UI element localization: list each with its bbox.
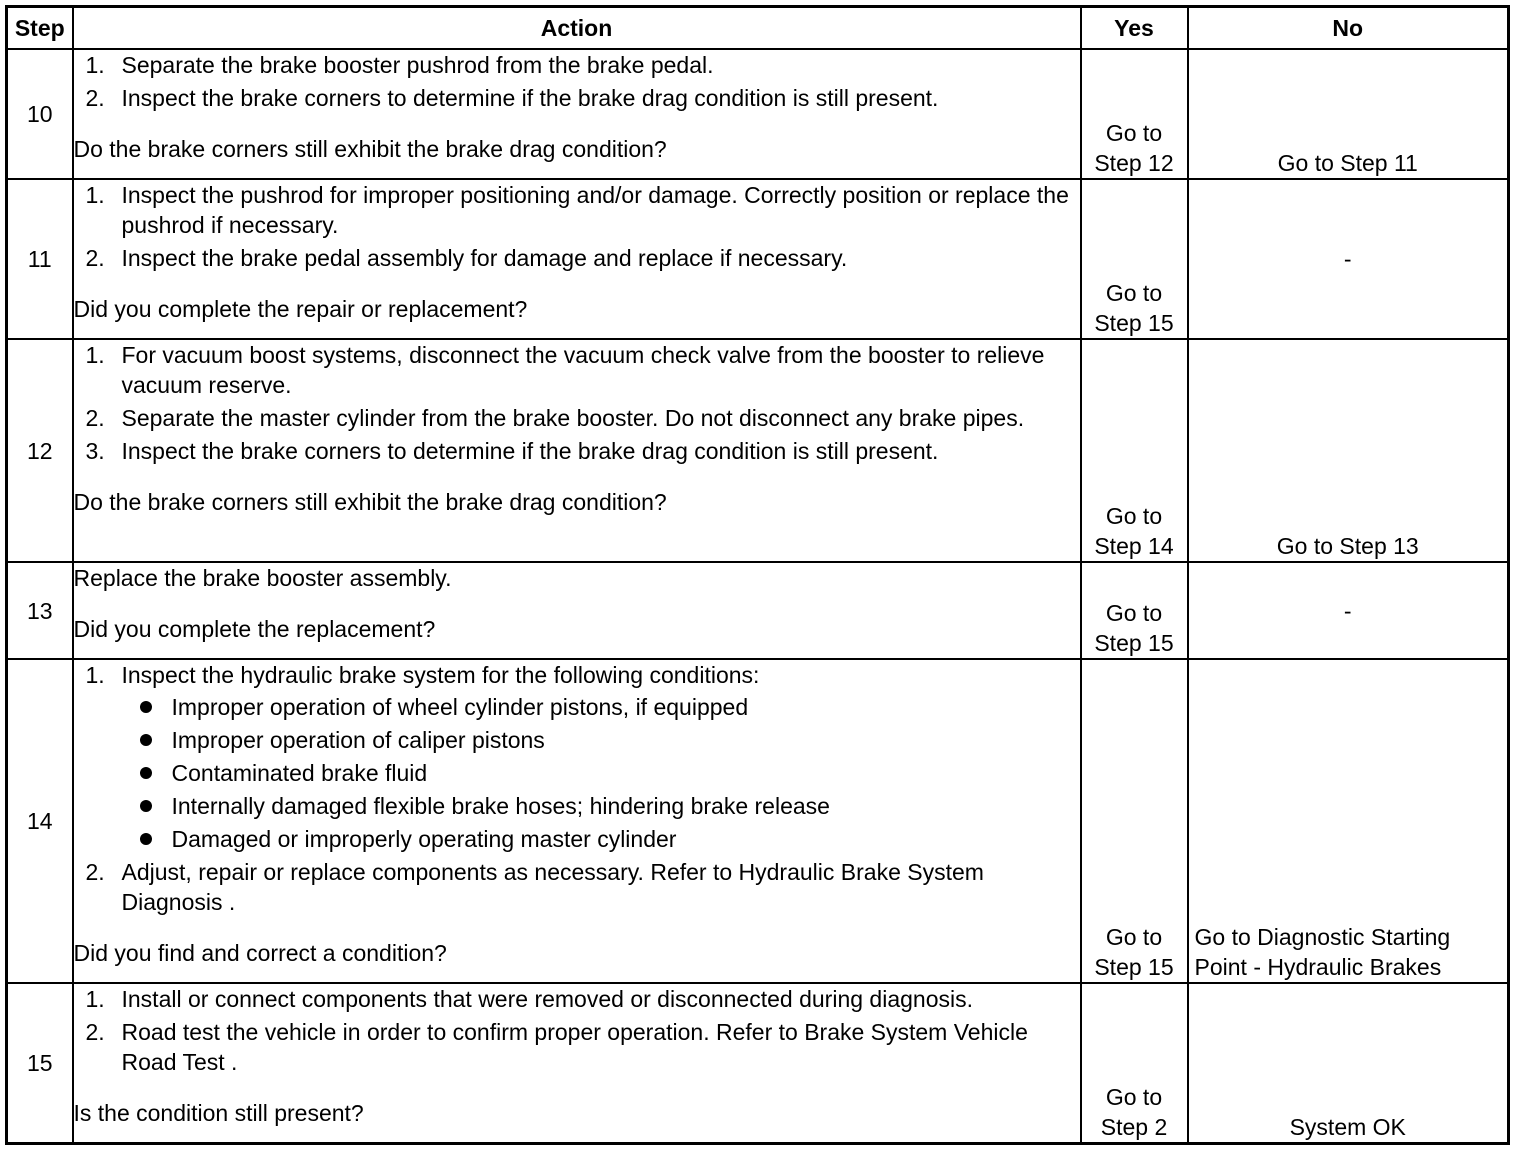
step-number: 15	[7, 983, 73, 1143]
item-number: 1.	[85, 182, 105, 208]
yes-line: Go to	[1105, 1083, 1163, 1110]
item-text: Inspect the pushrod for improper positioning and/or damage. Correctly position or replace the pushrod if necessary.	[121, 182, 1069, 238]
item-text: Inspect the hydraulic brake system for the following conditions:	[121, 662, 760, 688]
condition-text: Contaminated brake fluid	[171, 760, 428, 786]
action-list	[74, 660, 1080, 917]
item-number: 3.	[85, 438, 105, 464]
item-number: 2.	[85, 859, 105, 885]
bullet-icon	[140, 734, 152, 746]
yes-line: Step 2	[1100, 1113, 1168, 1140]
item-text: Inspect the brake pedal assembly for damage and replace if necessary.	[121, 245, 848, 271]
yes-line: Go to	[1105, 280, 1163, 306]
item-number: 1.	[85, 52, 105, 78]
item-text: For vacuum boost systems, disconnect the vacuum check valve from the booster to relieve vacuum reserve.	[121, 342, 1045, 398]
yes-line: Go to	[1105, 120, 1163, 146]
action-list	[74, 180, 1080, 273]
action-item	[74, 403, 1080, 433]
step-row-12	[7, 339, 1509, 562]
no-line: Go to Diagnostic Starting	[1194, 924, 1451, 950]
no-cell: Go to Step 11	[1188, 49, 1509, 179]
action-question: Did you complete the replacement?	[73, 616, 436, 642]
action-question: Is the condition still present?	[73, 1100, 364, 1126]
action-list	[74, 984, 1080, 1077]
action-list	[74, 50, 1080, 113]
no-cell: -	[1188, 179, 1509, 339]
yes-line: Step 15	[1094, 954, 1174, 980]
bullet-icon	[140, 767, 152, 779]
action-item	[74, 243, 1080, 273]
header-row	[7, 7, 1509, 50]
action-cell	[73, 659, 1081, 983]
yes-cell	[1081, 659, 1188, 983]
bullet-icon	[140, 833, 152, 845]
action-item	[74, 857, 1080, 917]
action-cell	[73, 49, 1081, 179]
item-text: Inspect the brake corners to determine if the brake drag condition is still present.	[121, 85, 939, 111]
yes-cell	[1081, 179, 1188, 339]
action-cell	[73, 179, 1081, 339]
action-item	[74, 180, 1080, 240]
no-cell: -	[1188, 562, 1509, 659]
item-number: 1.	[85, 986, 105, 1012]
condition-item	[122, 758, 1080, 788]
condition-text: Damaged or improperly operating master cylinder	[171, 826, 677, 852]
condition-list	[122, 692, 1080, 854]
step-number: 13	[7, 562, 73, 659]
action-cell	[73, 562, 1081, 659]
condition-item	[122, 725, 1080, 755]
item-text: Separate the brake booster pushrod from the brake pedal.	[121, 52, 714, 78]
action-text: Replace the brake booster assembly.	[73, 565, 452, 591]
action-question: Do the brake corners still exhibit the brake drag condition?	[73, 489, 667, 515]
action-item	[74, 1017, 1080, 1077]
condition-item	[122, 692, 1080, 722]
condition-item	[122, 791, 1080, 821]
item-number: 2.	[85, 85, 105, 111]
step-row-13	[7, 562, 1509, 659]
condition-item	[122, 824, 1080, 854]
action-question: Did you find and correct a condition?	[73, 940, 447, 966]
action-item	[74, 83, 1080, 113]
item-number: 1.	[85, 342, 105, 368]
step-number: 14	[7, 659, 73, 983]
item-text: Inspect the brake corners to determine if the brake drag condition is still present.	[121, 438, 939, 464]
header-no: No	[1188, 7, 1509, 50]
condition-text: Improper operation of wheel cylinder pistons, if equipped	[171, 694, 749, 720]
bullet-icon	[140, 800, 152, 812]
yes-line: Go to	[1105, 600, 1163, 626]
step-row-14	[7, 659, 1509, 983]
no-line: Point - Hydraulic Brakes	[1194, 954, 1442, 980]
yes-line: Step 14	[1094, 533, 1174, 559]
bullet-icon	[140, 701, 152, 713]
yes-cell	[1081, 339, 1188, 562]
item-number: 2.	[85, 1019, 105, 1045]
yes-cell	[1081, 562, 1188, 659]
step-row-10	[7, 49, 1509, 179]
yes-line: Go to	[1105, 924, 1163, 950]
action-item	[74, 660, 1080, 854]
item-text: Install or connect components that were removed or disconnected during diagnosis.	[121, 986, 973, 1012]
step-row-11	[7, 179, 1509, 339]
action-cell	[73, 339, 1081, 562]
no-cell	[1188, 659, 1509, 983]
step-number: 12	[7, 339, 73, 562]
action-cell	[73, 983, 1081, 1143]
yes-line: Step 15	[1094, 630, 1174, 656]
yes-cell	[1081, 49, 1188, 179]
item-number: 1.	[85, 662, 105, 688]
header-step: Step	[7, 7, 73, 50]
yes-line: Go to	[1105, 503, 1163, 529]
item-number: 2.	[85, 405, 105, 431]
condition-text: Improper operation of caliper pistons	[171, 727, 545, 753]
no-cell: System OK	[1188, 983, 1509, 1143]
step-row-15	[7, 983, 1509, 1143]
action-item	[74, 984, 1080, 1014]
action-item	[74, 436, 1080, 466]
action-question: Do the brake corners still exhibit the brake drag condition?	[73, 136, 667, 162]
yes-line: Step 15	[1094, 310, 1174, 336]
condition-text: Internally damaged flexible brake hoses; hindering brake release	[171, 793, 830, 819]
action-question: Did you complete the repair or replacement?	[73, 296, 528, 322]
yes-line: Step 12	[1094, 150, 1174, 176]
yes-cell	[1081, 983, 1188, 1143]
item-text: Separate the master cylinder from the brake booster. Do not disconnect any brake pipes.	[121, 405, 1025, 431]
item-text: Road test the vehicle in order to confirm proper operation. Refer to Brake System Vehicle Road Test .	[121, 1019, 1028, 1075]
header-yes: Yes	[1081, 7, 1188, 50]
item-number: 2.	[85, 245, 105, 271]
item-text: Adjust, repair or replace components as necessary. Refer to Hydraulic Brake System Diagnosis .	[121, 859, 984, 915]
header-action: Action	[73, 7, 1081, 50]
action-item	[74, 340, 1080, 400]
diagnostic-table	[5, 5, 1510, 1145]
step-number: 10	[7, 49, 73, 179]
action-item	[74, 50, 1080, 80]
step-number: 11	[7, 179, 73, 339]
no-cell: Go to Step 13	[1188, 339, 1509, 562]
action-list	[74, 340, 1080, 466]
